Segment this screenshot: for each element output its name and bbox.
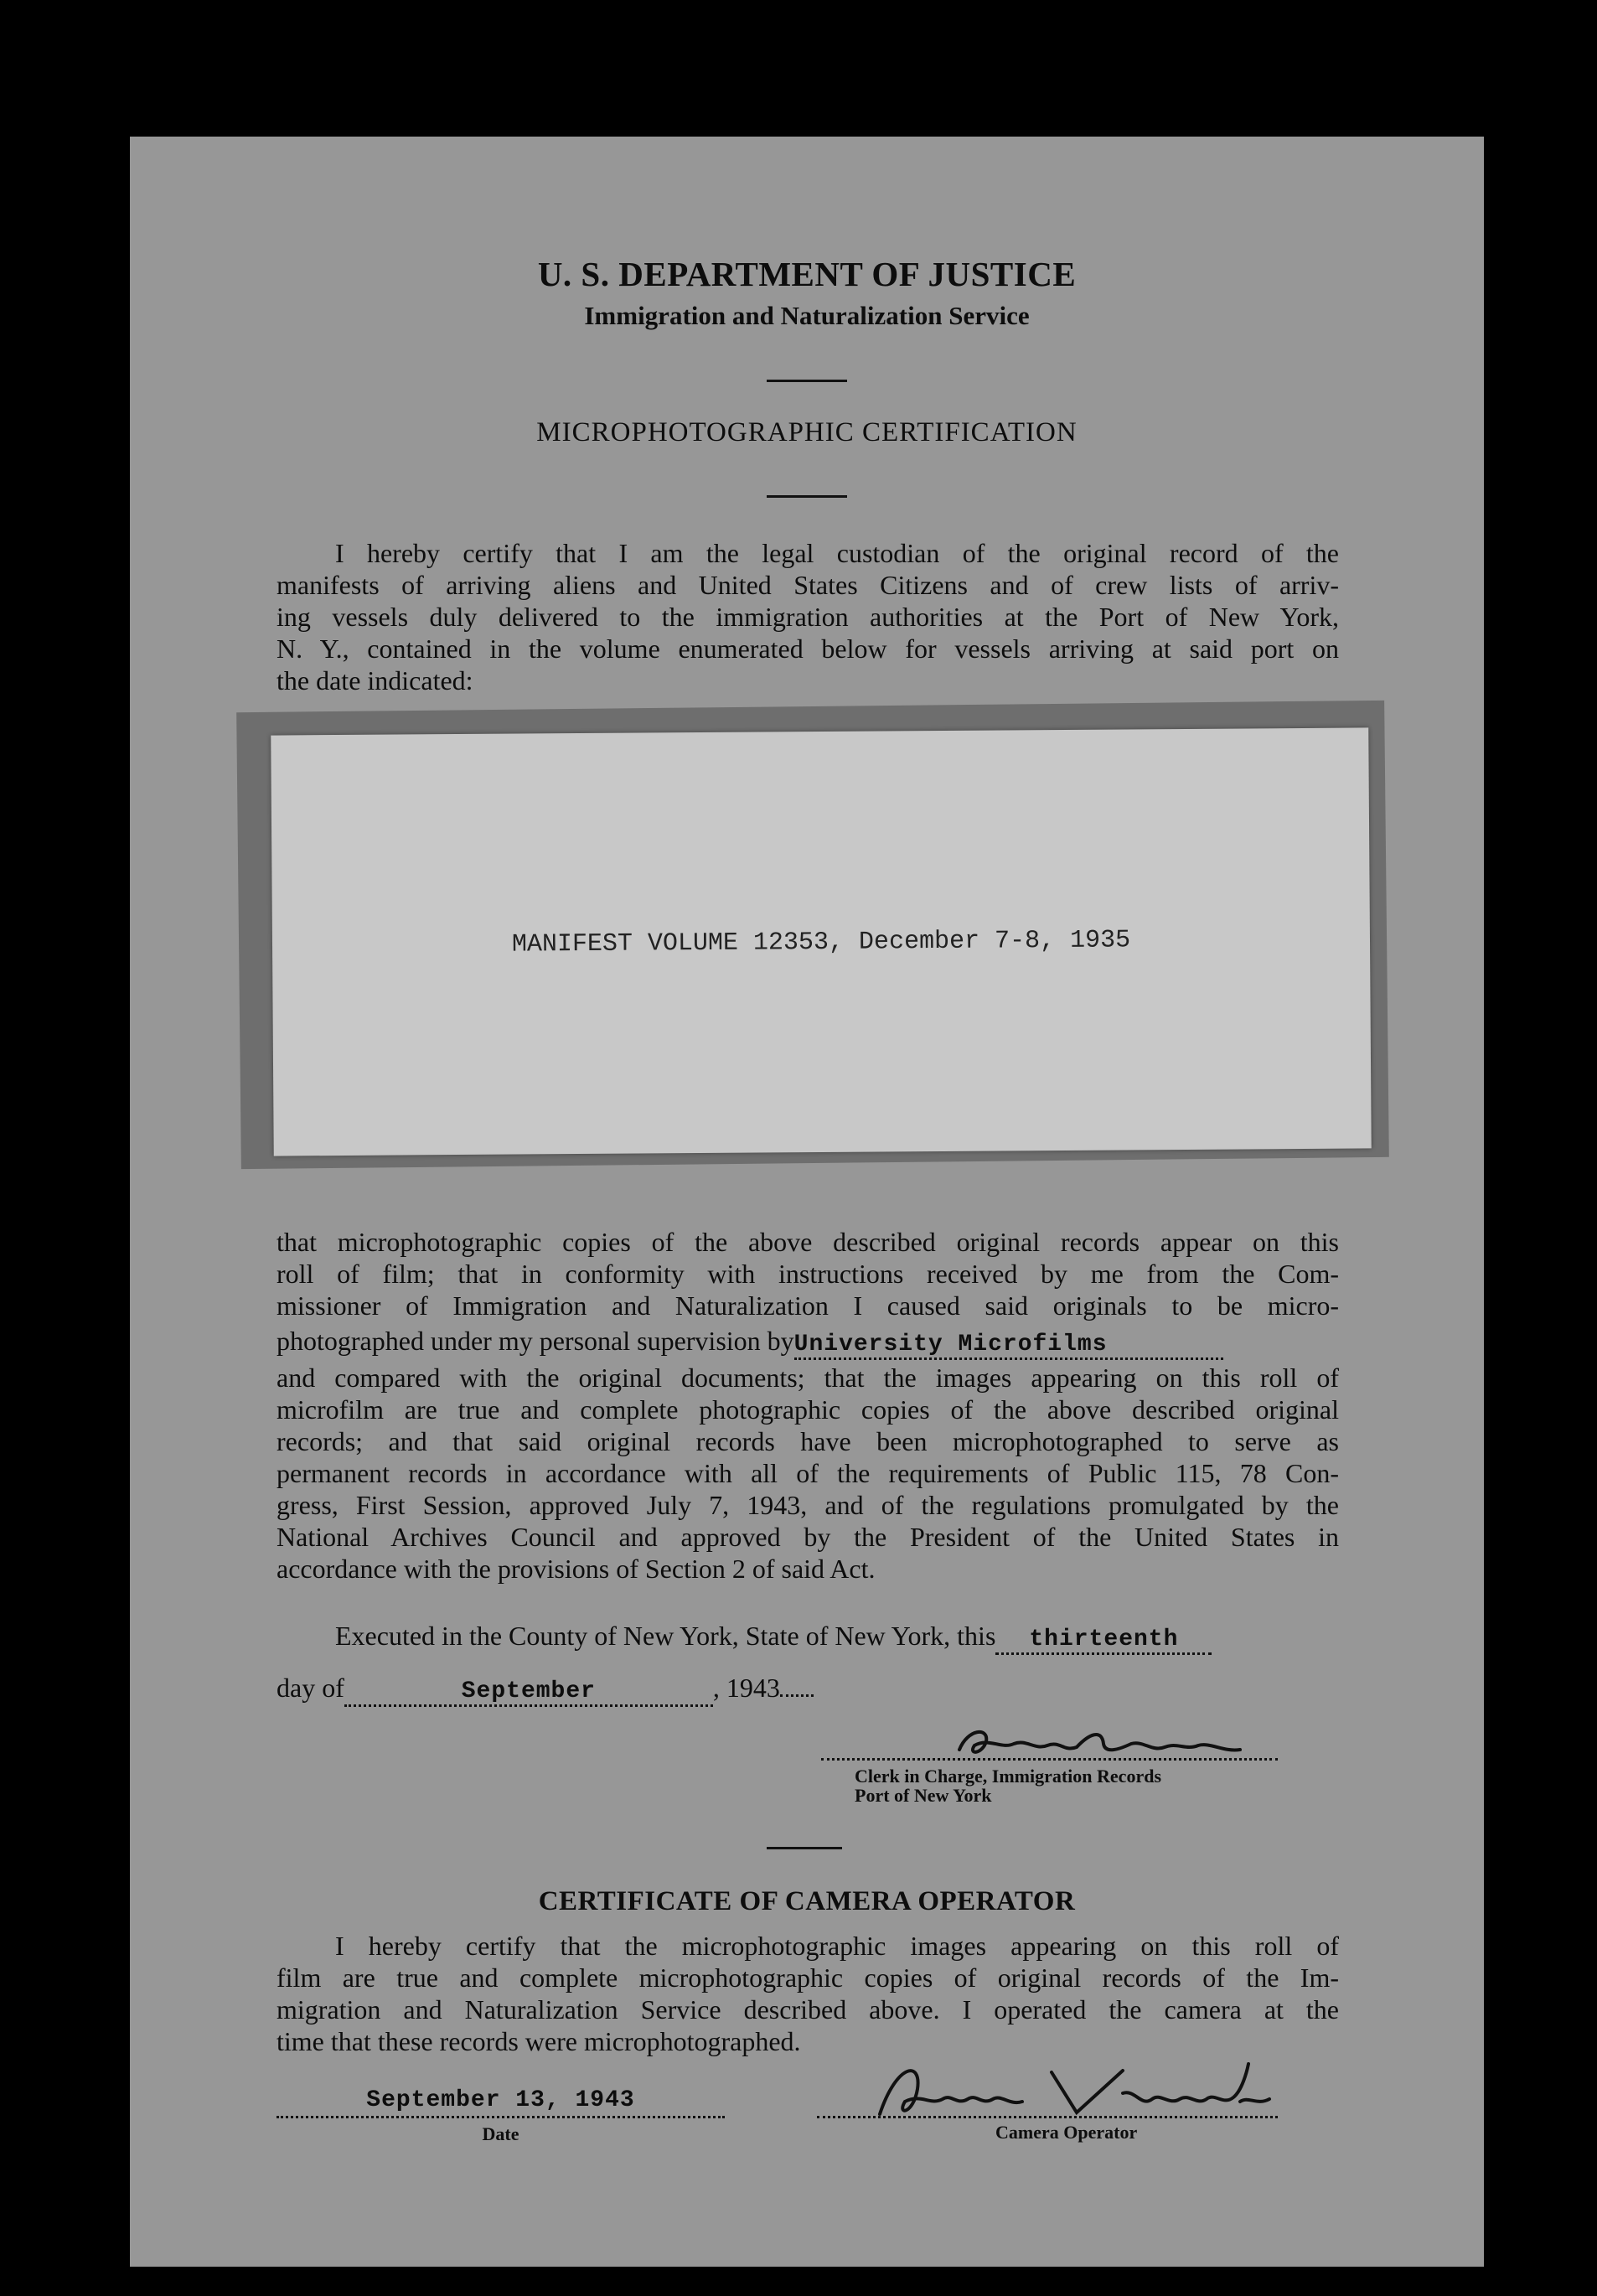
service-subheading: Immigration and Naturalization Service: [584, 301, 1030, 330]
intro-paragraph: [277, 537, 1339, 696]
executed-prefix: Executed in the County of New York, State of New York, this: [335, 1621, 996, 1651]
date-label: Date: [482, 2123, 519, 2144]
day-of-line: [277, 1672, 1114, 1707]
year-dots: [780, 1694, 814, 1697]
text-line: I hereby certify that the microphotographic images appearing on this roll of: [335, 1931, 1339, 1961]
body-paragraph: [277, 1226, 1339, 1585]
divider-rule: [767, 1847, 842, 1849]
text-line: the date indicated:: [277, 665, 473, 696]
text-line: records; and that said original records have been microphotographed to serve as: [277, 1426, 1339, 1456]
month-field: September: [344, 1679, 713, 1707]
text-line: N. Y., contained in the volume enumerated below for vessels arriving at said port on: [277, 633, 1339, 664]
text-line: manifests of arriving aliens and United States Citizens and of crew lists of arriv-: [277, 570, 1339, 600]
text-line: time that these records were microphotographed.: [277, 2026, 801, 2056]
text-line: ing vessels duly delivered to the immigration authorities at the Port of New York,: [277, 602, 1339, 632]
text-line: permanent records in accordance with all of the requirements of Public 115, 78 Con-: [277, 1458, 1339, 1488]
divider-rule: [767, 495, 847, 498]
clerk-port: Port of New York: [855, 1785, 992, 1806]
operator-label: Camera Operator: [995, 2122, 1138, 2143]
certification-title: MICROPHOTOGRAPHIC CERTIFICATION: [536, 417, 1078, 447]
text-line: gress, First Session, approved July 7, 1943, and of the regulations promulgated by the: [277, 1490, 1339, 1520]
department-heading: U. S. DEPARTMENT OF JUSTICE: [537, 255, 1077, 293]
text-line: film are true and complete microphotographic copies of original records of the Im-: [277, 1962, 1339, 1993]
text-line: that microphotographic copies of the above described original records appear on this: [277, 1227, 1339, 1257]
day-field: thirteenth: [995, 1627, 1212, 1655]
date-line: [277, 2116, 725, 2118]
text-line: I hereby certify that I am the legal custodian of the original record of the: [335, 538, 1339, 568]
operator-signature-line: [817, 2116, 1278, 2118]
year-text: , 1943: [712, 1673, 780, 1703]
text-line: roll of film; that in conformity with instructions received by me from the Com-: [277, 1259, 1339, 1289]
executed-line: [277, 1620, 1339, 1655]
manifest-card: [271, 727, 1371, 1156]
supervisor-field: University Microfilms: [794, 1332, 1223, 1360]
supervision-line: [277, 1321, 1339, 1362]
camera-operator-heading: CERTIFICATE OF CAMERA OPERATOR: [538, 1886, 1076, 1916]
text-line: and compared with the original documents; that the images appearing on this roll of: [277, 1363, 1339, 1393]
text-line: missioner of Immigration and Naturalization I caused said originals to be micro-: [277, 1290, 1339, 1321]
divider-rule: [767, 380, 847, 382]
camera-paragraph: [277, 1930, 1339, 2057]
day-of-label: day of: [277, 1673, 344, 1703]
operator-signature: [846, 2056, 1282, 2131]
text-line: accordance with the provisions of Section 2 of said Act.: [277, 1554, 876, 1584]
date-value: September 13, 1943: [366, 2087, 635, 2113]
text-line: National Archives Council and approved by the President of the United States in: [277, 1522, 1339, 1552]
supervision-prefix: photographed under my personal supervision by: [277, 1326, 794, 1356]
text-line: microfilm are true and complete photographic copies of the above described original: [277, 1394, 1339, 1425]
certificate-page: [130, 137, 1484, 2267]
manifest-volume-text: MANIFEST VOLUME 12353, December 7-8, 1935: [511, 926, 1131, 959]
clerk-signature-line: [821, 1758, 1278, 1761]
text-line: migration and Naturalization Service described above. I operated the camera at the: [277, 1994, 1339, 2025]
clerk-title: Clerk in Charge, Immigration Records: [855, 1766, 1162, 1787]
